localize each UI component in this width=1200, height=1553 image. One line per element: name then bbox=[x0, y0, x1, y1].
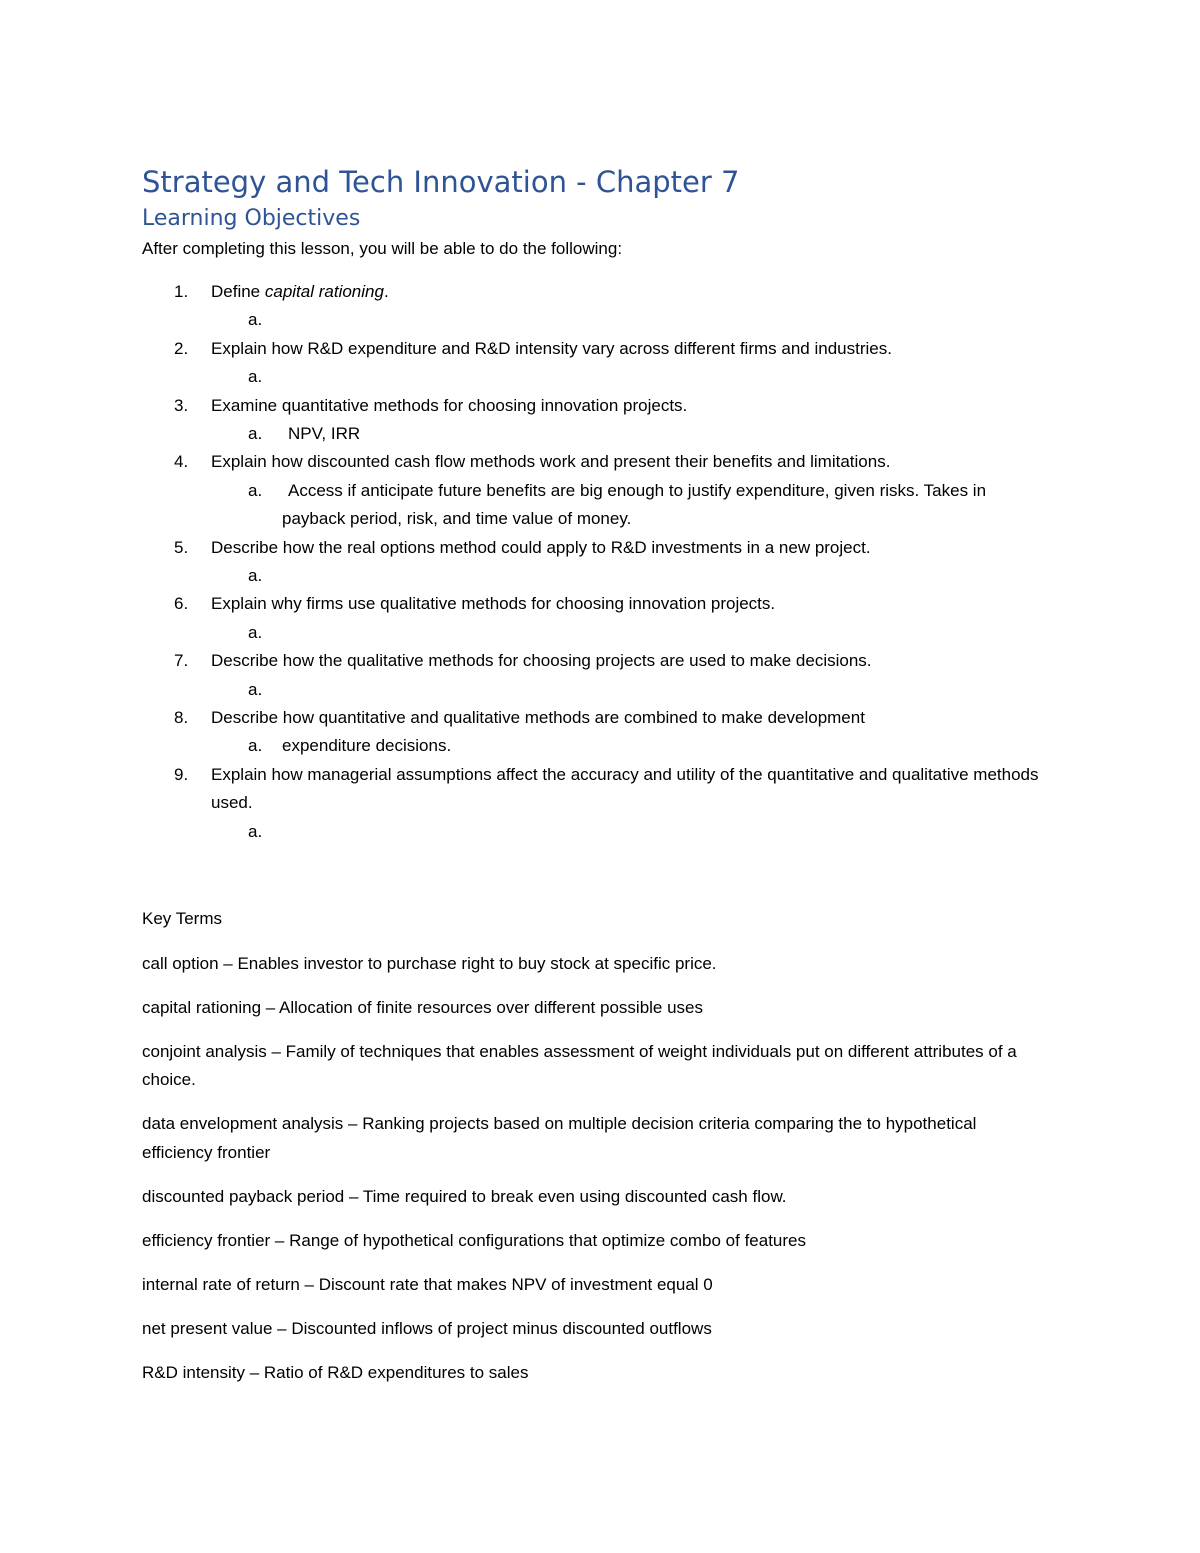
list-number: 4. bbox=[174, 452, 189, 472]
key-terms-list bbox=[142, 950, 1042, 1403]
list-number: 2. bbox=[174, 338, 189, 358]
list-number: 6. bbox=[174, 594, 189, 614]
objective-text: Describe how the qualitative methods for choosing projects are used to make decisions. bbox=[211, 651, 872, 671]
objective-item bbox=[0, 335, 1200, 363]
sub-text: Access if anticipate future benefits are big enough to justify expenditure, given risks. Takes in payback period, risk, and time value of money. bbox=[282, 480, 987, 529]
sub-item bbox=[0, 363, 1200, 391]
sub-letter: a. bbox=[248, 480, 263, 500]
sub-item bbox=[0, 562, 1200, 590]
sub-item bbox=[0, 306, 1200, 334]
sub-item bbox=[0, 676, 1200, 704]
sub-text: expenditure decisions. bbox=[282, 736, 452, 756]
sub-letter: a. bbox=[248, 622, 263, 642]
intro-paragraph: After completing this lesson, you will be able to do the following: bbox=[142, 239, 623, 258]
objective-item bbox=[0, 647, 1200, 675]
list-number: 7. bbox=[174, 651, 189, 671]
key-term: call option – Enables investor to purchase right to buy stock at specific price. bbox=[142, 954, 717, 973]
key-term: capital rationing – Allocation of finite resources over different possible uses bbox=[142, 998, 704, 1017]
objective-item bbox=[0, 448, 1200, 476]
objective-item bbox=[0, 761, 1200, 818]
objective-text: Explain how R&D expenditure and R&D intensity vary across different firms and industries. bbox=[211, 338, 892, 358]
objectives-list bbox=[0, 278, 1200, 846]
objective-item bbox=[0, 534, 1200, 562]
key-terms-heading: Key Terms bbox=[142, 909, 222, 928]
sub-letter: a. bbox=[248, 367, 263, 387]
objective-item bbox=[0, 392, 1200, 420]
objective-text: Examine quantitative methods for choosing innovation projects. bbox=[211, 395, 688, 415]
objective-text: Explain why firms use qualitative methods for choosing innovation projects. bbox=[211, 594, 776, 614]
sub-letter: a. bbox=[248, 821, 263, 841]
sub-item bbox=[0, 477, 1200, 534]
sub-letter: a. bbox=[248, 736, 263, 756]
objective-item bbox=[0, 704, 1200, 732]
key-term: net present value – Discounted inflows of project minus discounted outflows bbox=[142, 1318, 712, 1338]
list-number: 8. bbox=[174, 708, 189, 728]
objective-text: Explain how managerial assumptions affect the accuracy and utility of the quantitative and qualitative methods used. bbox=[211, 764, 1039, 813]
key-term: efficiency frontier – Range of hypothetical configurations that optimize combo of features bbox=[142, 1230, 807, 1250]
key-term: data envelopment analysis – Ranking projects based on multiple decision criteria comparing the to hypothetical efficiency frontier bbox=[142, 1114, 977, 1162]
document-title: Strategy and Tech Innovation - Chapter 7 bbox=[142, 165, 740, 199]
objective-text: Explain how discounted cash flow methods work and present their benefits and limitations. bbox=[211, 452, 891, 472]
sub-item bbox=[0, 420, 1200, 448]
objective-text: Describe how the real options method could apply to R&D investments in a new project. bbox=[211, 537, 871, 557]
objective-italic-term: capital rationing bbox=[264, 282, 384, 301]
sub-letter: a. bbox=[248, 310, 263, 330]
section-heading-learning-objectives: Learning Objectives bbox=[142, 206, 361, 231]
objective-text-part: Define bbox=[211, 282, 265, 301]
sub-item bbox=[0, 818, 1200, 846]
objective-text: Describe how quantitative and qualitative methods are combined to make development bbox=[211, 708, 865, 728]
sub-text: NPV, IRR bbox=[288, 424, 361, 443]
list-number: 1. bbox=[174, 282, 189, 301]
key-term: discounted payback period – Time required to break even using discounted cash flow. bbox=[142, 1186, 787, 1206]
key-term: internal rate of return – Discount rate that makes NPV of investment equal 0 bbox=[142, 1274, 713, 1294]
key-term: R&D intensity – Ratio of R&D expenditures to sales bbox=[142, 1362, 529, 1382]
objective-text-part: . bbox=[383, 282, 389, 301]
sub-letter: a. bbox=[248, 424, 263, 443]
sub-item bbox=[0, 732, 1200, 760]
objective-item bbox=[0, 278, 1200, 306]
objective-text bbox=[211, 278, 1041, 306]
list-number: 3. bbox=[174, 395, 189, 415]
sub-item bbox=[0, 619, 1200, 647]
list-number: 5. bbox=[174, 537, 189, 557]
objective-item bbox=[0, 590, 1200, 618]
list-number: 9. bbox=[174, 764, 189, 784]
key-term: conjoint analysis – Family of techniques that enables assessment of weight individuals put on different attributes of a choice. bbox=[142, 1042, 1017, 1090]
sub-letter: a. bbox=[248, 566, 263, 586]
sub-letter: a. bbox=[248, 679, 263, 699]
